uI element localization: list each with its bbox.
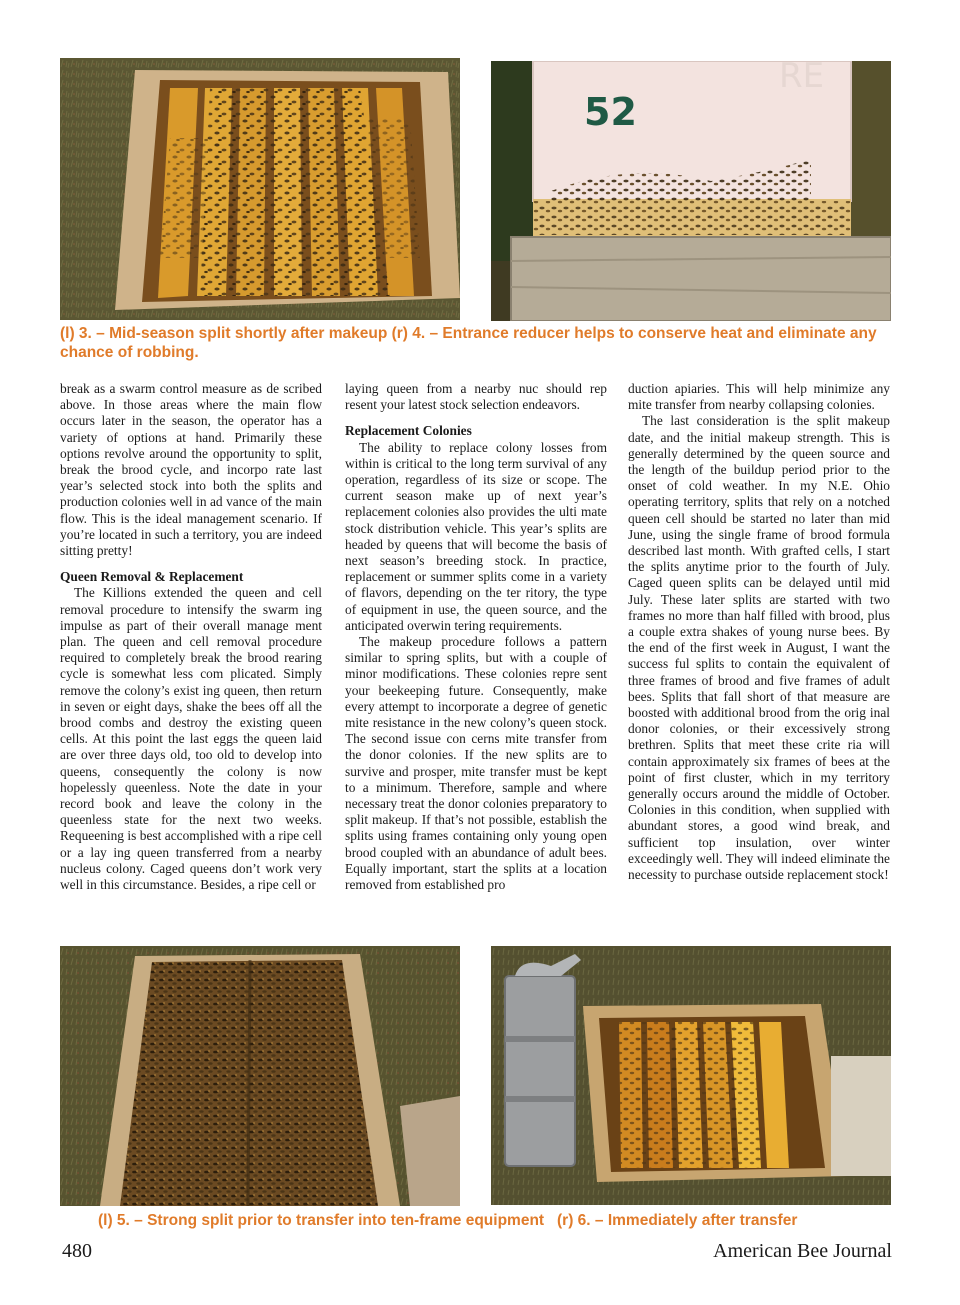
caption-top: (l) 3. – Mid-season split shortly after makeup (r) 4. – Entrance reducer helps to conserve heat and eliminate any chance of robbing. [60, 325, 877, 361]
column-2-paragraph-1: laying queen from a nearby nuc should rep resent your latest stock selection endeavors. [345, 381, 607, 413]
photo-4-entrance-reducer [491, 61, 891, 321]
column-3-paragraph-1: duction apiaries. This will help minimize any mite transfer from nearby collapsing colonies. [628, 381, 890, 413]
hive-number: 52 [584, 90, 637, 134]
journal-name: American Bee Journal [713, 1240, 892, 1262]
photo-6-after-transfer [491, 946, 891, 1205]
column-2 [345, 381, 607, 893]
page-number: 480 [62, 1240, 92, 1262]
photo-5-strong-split [60, 946, 460, 1206]
caption-bottom: (l) 5. – Strong split prior to transfer into ten-frame equipment (r) 6. – Immediately after transfer [98, 1212, 798, 1229]
column-3-paragraph-2: The last consideration is the split makeup date, and the initial makeup strength. This is generally determined by the queen source and the length of the buildup period prior to the onset of cold weather. In my N.E. Ohio operating territory, splits that rely on a notched queen cell should be started no later than mid June, using the single frame of brood formula described last month. With grafted cells, I start the splits anytime prior to the fourth of July. Caged queen splits can be delayed until mid July. These later splits are started with two frames no more than half filled with brood, plus a couple extra shakes of young nurse bees. By the end of the first week in August, I want the success ful splits to contain the equivalent of three frames of brood and five frames of adult bees. Splits that fall short of that measure are boosted with additional brood from the orig inal donor colonies, or their excessively strong brethren. Splits that meet these crite ria will contain approximately six frames of bees at the point of first cluster, which in my territory generally occurs around the middle of October. Colonies in this condition, when supplied with abundant stores, a good wind break, and sufficient top insulation, over winter exceedingly well. They will indeed eliminate the necessity to purchase outside replacement stock! [628, 413, 890, 883]
heading-replacement-colonies: Replacement Colonies [345, 423, 472, 439]
photo-3-mid-season-split [60, 58, 460, 320]
hive-faded-letters: RE [779, 61, 825, 96]
column-2-paragraph-2: The ability to replace colony losses from within is critical to the long term survival of any operation, regardless of its size or scope. The current season make up of next year’s replacement colonies also provides the ulti mate stock distribution vehicle. This year’s splits are headed by queens that will become the basis of next season’s breeding stock. In practice, replacement or summer splits come in a variety of flavors, depending on the ter ritory, the type of equipment in use, the queen source, and the anticipated overwin tering requirements. [345, 439, 607, 633]
column-1 [60, 381, 322, 893]
heading-queen-removal: Queen Removal & Replacement [60, 569, 244, 585]
column-1-paragraph-2: The Killions extended the queen and cell removal procedure to intensify the swarm ing impulse as part of their overall manage ment plan. The queen and cell removal procedure required to completely break the brood rearing cycle is somewhat less com plicated. Simply remove the colony’s exist ing queen, then return in seven or eight days, shake the bees off all the brood combs and destroy the existing queen cells. At this point the last eggs the queen laid are over three days old, too old to develop into queens, consequently the colony is now hopelessly queenless. Note the date in your record book and leave the colony in the queenless state for the next two weeks. Requeening is best accomplished with a ripe cell or a lay ing queen transferred from a nearby nucleus colony. Caged queens don’t work very well in this circumstance. Besides, a ripe cell or [60, 585, 322, 893]
column-1-paragraph-1: break as a swarm control measure as de scribed above. In those areas where the main flow occurs later in the season, the operator has a variety of options at hand. Primarily these options revolve around the opportunity to split, break the brood cycle, and incorpo rate last year’s selected stock into both the splits and production colonies well in ad vance of the main flow. This is the ideal management scenario. If you’re located in such a territory, you are indeed sitting pretty! [60, 381, 322, 559]
column-2-paragraph-3: The makeup procedure follows a pattern similar to spring splits, but with a couple of minor modifications. These colonies repre sent your beekeeping future. Consequently, make every attempt to incorporate a degree of genetic mite resistance in the new colony’s queen stock. The second issue con cerns mite transfer from the donor colonies. If the new splits are to survive and prosper, mite transfer must be kept to a minimum. Therefore, sample and where necessary treat the donor colonies preparatory to split makeup. If that’s not possible, establish the splits using frames containing only young open brood coupled with an abundance of adult bees. Equally important, start the splits at a location removed from established pro [345, 634, 607, 893]
column-3 [628, 381, 890, 883]
